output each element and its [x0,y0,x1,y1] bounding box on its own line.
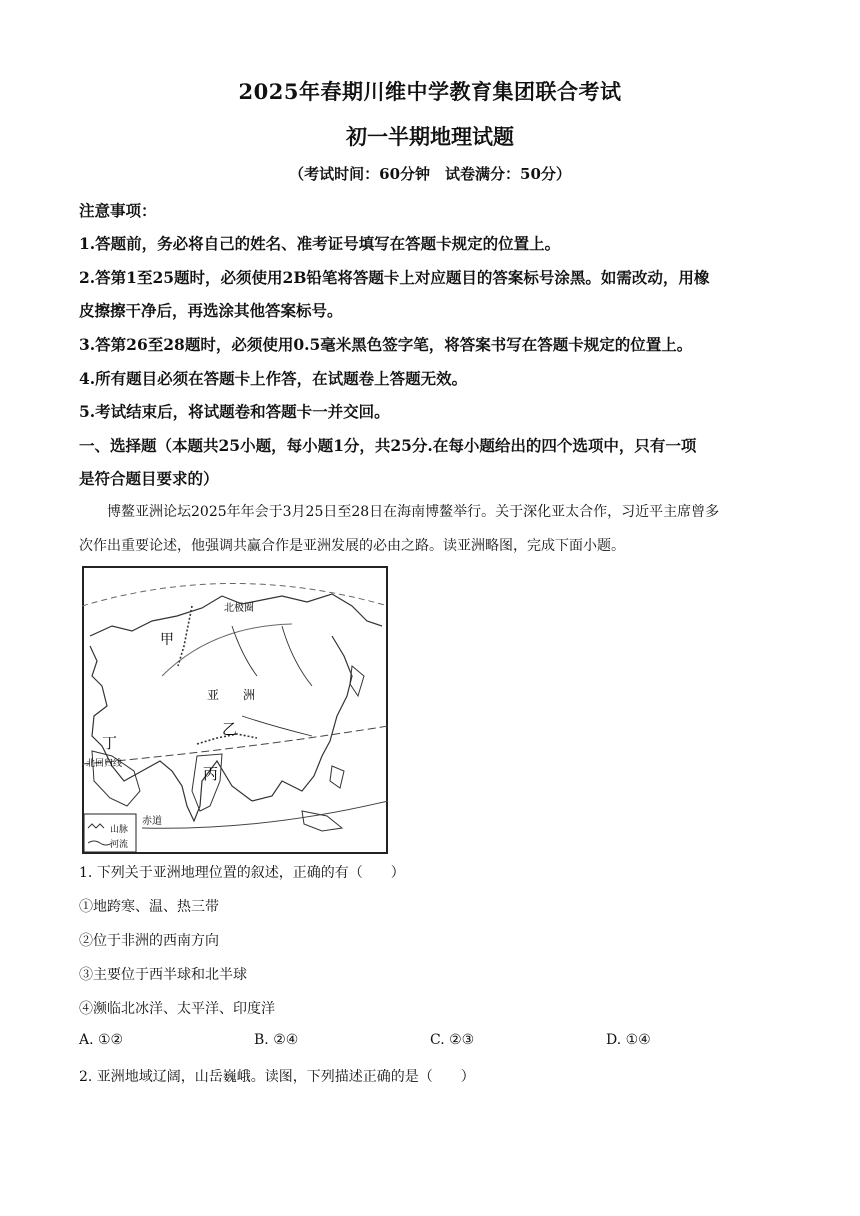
legend-river-label: 河流 [110,840,129,850]
notice-item: 5.考试结束后，将试题卷和答题卡一并交回。 [79,402,390,421]
section-heading: 一、选择题（本题共25小题，每小题1分，共25分.在每小题给出的四个选项中，只有一项 [79,436,697,455]
tropic-label: 北回归线 [86,759,123,769]
passage-line: 次作出重要论述，他强调共赢合作是亚洲发展的必由之路。读亚洲略图，完成下面小题。 [79,538,625,554]
label-jia: 甲 [160,632,174,648]
q1-statement: ②位于非洲的西南方向 [79,933,219,949]
asia-map [82,566,388,854]
exam-title: 2025年春期川维中学教育集团联合考试 [238,79,622,104]
arctic-circle-label: 北极圈 [224,603,254,614]
q1-statement: ③主要位于西半球和北半球 [79,967,247,983]
notice-item: 2.答第1至25题时，必须使用2B铅笔将答题卡上对应题目的答案标号涂黑。如需改动，用橡 [79,268,710,287]
notice-item: 皮擦擦干净后，再选涂其他答案标号。 [79,301,343,320]
notice-item: 1.答题前，务必将自己的姓名、准考证号填写在答题卡规定的位置上。 [79,234,561,253]
notice-item: 4.所有题目必须在答题卡上作答，在试题卷上答题无效。 [79,369,468,388]
question-2-stem: 2. 亚洲地域辽阔，山岳巍峨。读图，下列描述正确的是（ ） [79,1069,475,1085]
equator-label: 赤道 [142,816,162,827]
notice-item: 3.答第26至28题时，必须使用0.5毫米黑色签字笔，将答案书写在答题卡规定的位置上。 [79,335,693,354]
question-1-stem: 1. 下列关于亚洲地理位置的叙述，正确的有（ ） [79,865,405,881]
label-ding: 丁 [102,734,118,752]
label-asia: 亚 洲 [207,688,256,702]
q1-option-a[interactable]: A. ①② [79,1032,124,1048]
label-yi: 乙 [222,720,238,738]
q1-statement: ①地跨寒、温、热三带 [79,899,219,915]
exam-subtitle: 初一半期地理试题 [346,124,514,149]
exam-time-info: （考试时间：60分钟 试卷满分：50分） [289,165,571,183]
legend-mountain-label: 山脉 [110,825,129,835]
q1-option-c[interactable]: C. ②③ [430,1032,475,1048]
passage-line: 博鳌亚洲论坛2025年年会于3月25日至28日在海南博鳌举行。关于深化亚太合作，习近平主席曾多 [79,504,720,520]
section-heading-cont: 是符合题目要求的） [79,469,219,488]
notice-heading: 注意事项： [79,201,157,220]
q1-option-b[interactable]: B. ②④ [254,1032,299,1048]
q1-statement: ④濒临北冰洋、太平洋、印度洋 [79,1001,275,1017]
q1-option-d[interactable]: D. ①④ [606,1032,651,1048]
label-bing: 丙 [203,765,219,783]
